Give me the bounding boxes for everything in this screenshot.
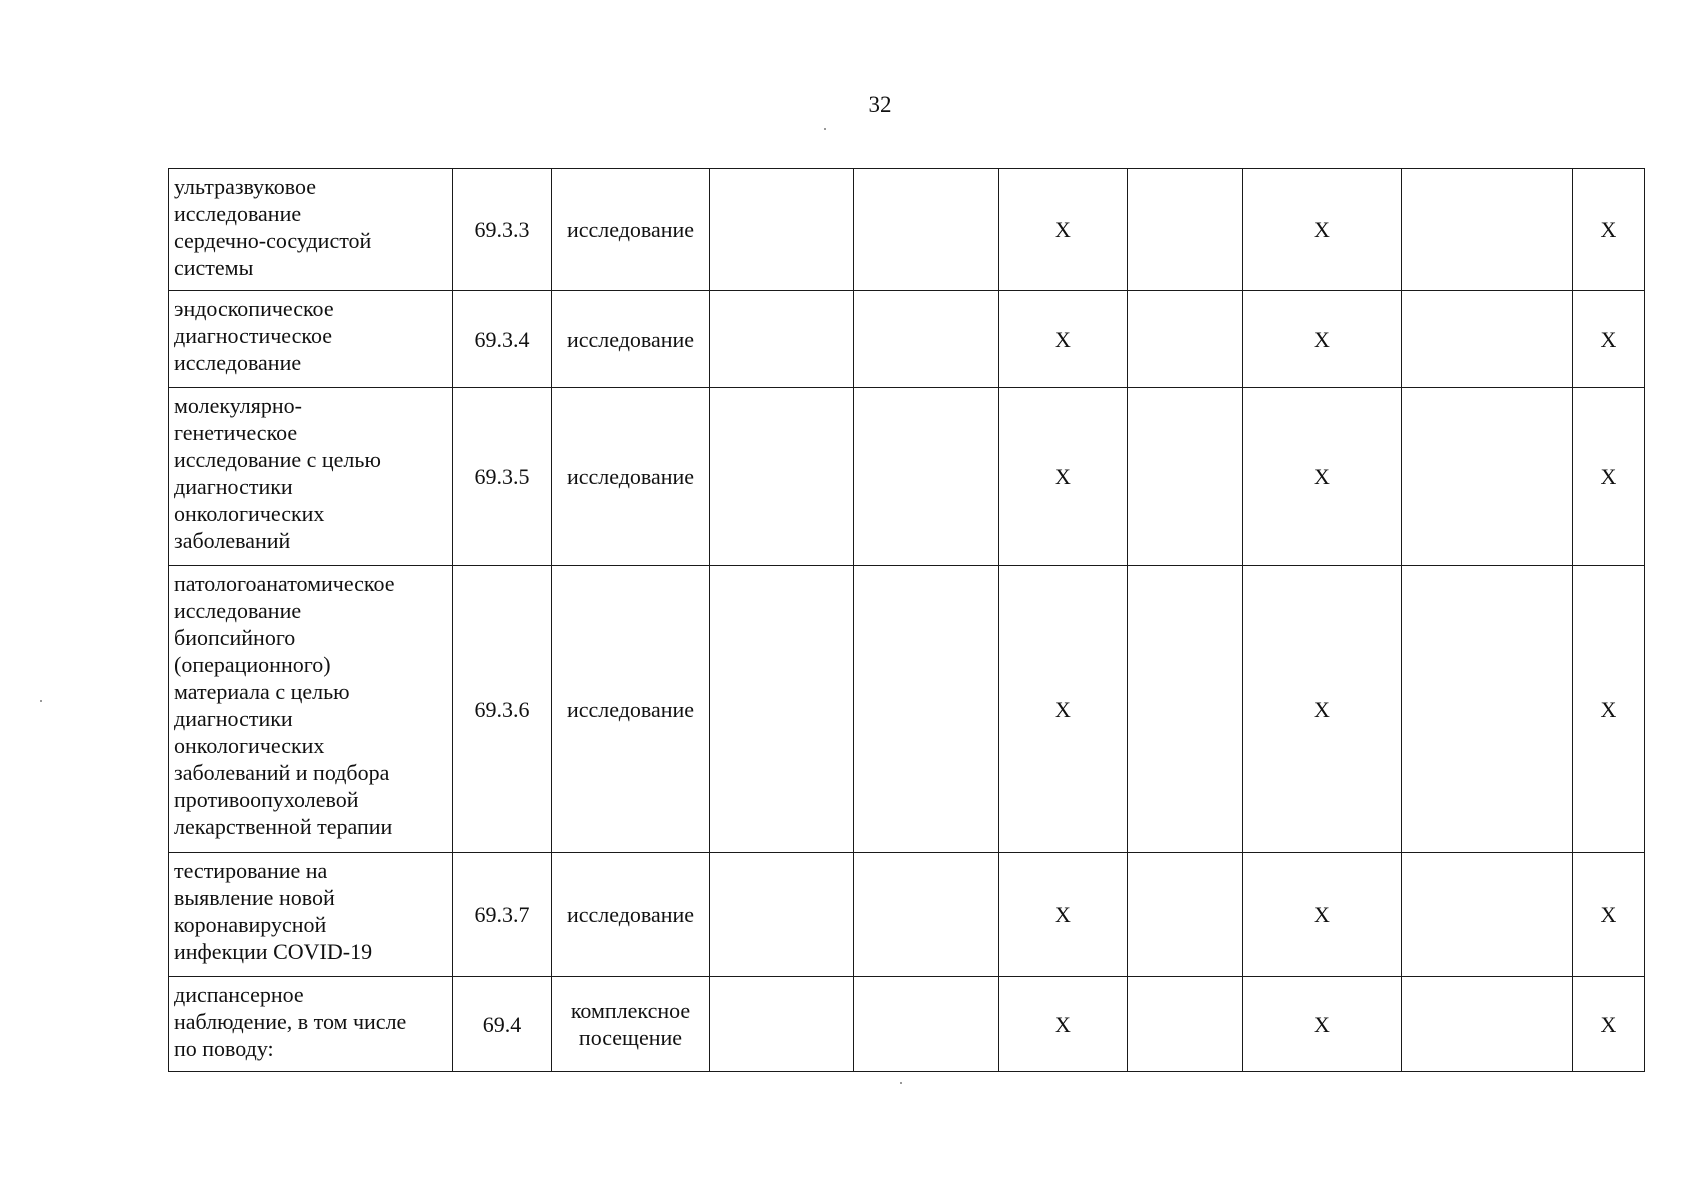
mark-cell: Х [1573, 566, 1645, 853]
page-number: 32 [868, 92, 892, 117]
code-cell: 69.3.7 [453, 853, 552, 977]
mark-cell: Х [1573, 977, 1645, 1072]
mark-cell: Х [999, 169, 1128, 291]
code-cell: 69.3.6 [453, 566, 552, 853]
mark-cell: Х [1573, 388, 1645, 566]
unit-cell: исследование [552, 853, 710, 977]
name-cell: патологоанатомическое исследование биопсийного (операционного) материала с целью диагностики онкологических заболеваний и подбора противоопухолевой лекарственной терапии [169, 566, 453, 853]
empty-cell [710, 977, 854, 1072]
name-cell: ультразвуковое исследование сердечно-сосудистой системы [169, 169, 453, 291]
mark-cell: Х [1243, 977, 1402, 1072]
mark-cell: Х [1573, 169, 1645, 291]
empty-cell [1402, 169, 1573, 291]
scan-speck [900, 1082, 902, 1084]
mark-cell: Х [1573, 291, 1645, 388]
name-cell: молекулярно- генетическое исследование с целью диагностики онкологических заболеваний [169, 388, 453, 566]
unit-cell: исследование [552, 169, 710, 291]
mark-cell: Х [1243, 853, 1402, 977]
mark-cell: Х [999, 388, 1128, 566]
empty-cell [854, 291, 999, 388]
empty-cell [710, 566, 854, 853]
mark-cell: Х [1243, 291, 1402, 388]
table-row [169, 388, 1645, 566]
mark-cell: Х [999, 566, 1128, 853]
mark-cell: Х [999, 291, 1128, 388]
empty-cell [1402, 291, 1573, 388]
empty-cell [854, 169, 999, 291]
empty-cell [1402, 853, 1573, 977]
empty-cell [1402, 977, 1573, 1072]
name-cell: тестирование на выявление новой коронавирусной инфекции COVID-19 [169, 853, 453, 977]
table-row [169, 977, 1645, 1072]
scan-speck [824, 128, 826, 130]
table-row [169, 169, 1645, 291]
mark-cell: Х [1573, 853, 1645, 977]
empty-cell [1402, 388, 1573, 566]
unit-cell: исследование [552, 566, 710, 853]
empty-cell [854, 977, 999, 1072]
name-cell: эндоскопическое диагностическое исследование [169, 291, 453, 388]
mark-cell: Х [1243, 566, 1402, 853]
code-cell: 69.3.4 [453, 291, 552, 388]
empty-cell [710, 169, 854, 291]
empty-cell [1128, 566, 1243, 853]
table-row [169, 291, 1645, 388]
scan-speck [40, 700, 42, 702]
code-cell: 69.3.3 [453, 169, 552, 291]
name-cell: диспансерное наблюдение, в том числе по поводу: [169, 977, 453, 1072]
empty-cell [854, 853, 999, 977]
empty-cell [1128, 169, 1243, 291]
mark-cell: Х [999, 977, 1128, 1072]
unit-cell: исследование [552, 388, 710, 566]
empty-cell [1128, 977, 1243, 1072]
table-body [169, 169, 1645, 1072]
table-row [169, 853, 1645, 977]
unit-cell: комплексное посещение [552, 977, 710, 1072]
empty-cell [710, 853, 854, 977]
empty-cell [1402, 566, 1573, 853]
empty-cell [854, 388, 999, 566]
empty-cell [854, 566, 999, 853]
table-row [169, 566, 1645, 853]
empty-cell [710, 291, 854, 388]
mark-cell: Х [1243, 388, 1402, 566]
mark-cell: Х [999, 853, 1128, 977]
empty-cell [710, 388, 854, 566]
unit-cell: исследование [552, 291, 710, 388]
empty-cell [1128, 853, 1243, 977]
code-cell: 69.3.5 [453, 388, 552, 566]
empty-cell [1128, 291, 1243, 388]
empty-cell [1128, 388, 1243, 566]
code-cell: 69.4 [453, 977, 552, 1072]
mark-cell: Х [1243, 169, 1402, 291]
services-table [168, 168, 1645, 1072]
